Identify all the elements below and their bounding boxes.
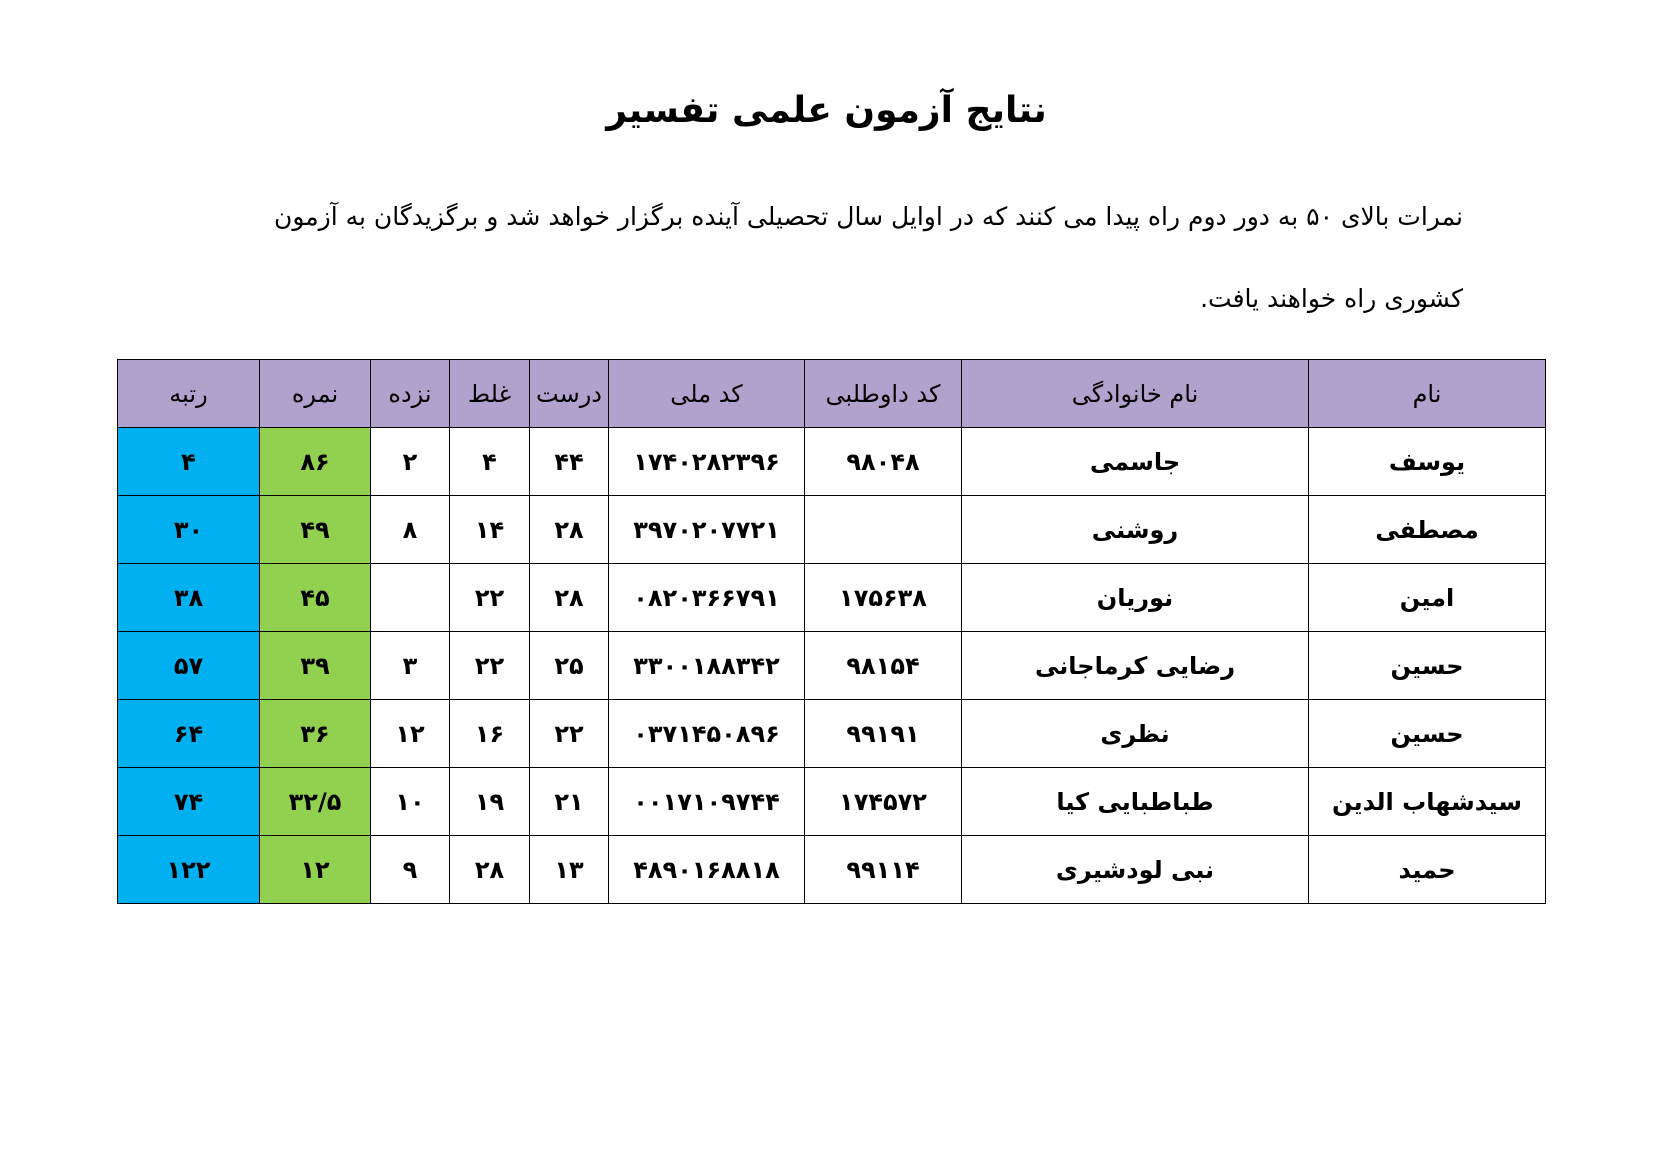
cell-family: نوریان [962, 564, 1309, 632]
cell-name: امین [1309, 564, 1546, 632]
cell-applicant-code [805, 496, 962, 564]
cell-family: روشنی [962, 496, 1309, 564]
table-row [118, 768, 1546, 836]
cell-wrong: ۱۴ [450, 496, 530, 564]
cell-score: ۴۹ [260, 496, 371, 564]
cell-correct: ۲۲ [530, 700, 609, 768]
cell-score: ۳۲/۵ [260, 768, 371, 836]
cell-blank: ۸ [371, 496, 450, 564]
cell-national-code: ۰۰۱۷۱۰۹۷۴۴ [609, 768, 805, 836]
cell-name: یوسف [1309, 428, 1546, 496]
cell-national-code: ۱۷۴۰۲۸۲۳۹۶ [609, 428, 805, 496]
cell-name: حسین [1309, 632, 1546, 700]
cell-score: ۴۵ [260, 564, 371, 632]
cell-score: ۳۹ [260, 632, 371, 700]
header-wrong: غلط [450, 360, 530, 428]
header-blank: نزده [371, 360, 450, 428]
cell-wrong: ۲۸ [450, 836, 530, 904]
intro-paragraph: نمرات بالای ۵۰ به دور دوم راه پیدا می کنند که در اوایل سال تحصیلی آینده برگزار خواهد شد و برگزیدگان به آزمون کشوری راه خواهند یافت. [273, 202, 1463, 313]
cell-national-code: ۳۹۷۰۲۰۷۷۲۱ [609, 496, 805, 564]
cell-rank: ۵۷ [118, 632, 260, 700]
cell-correct: ۱۳ [530, 836, 609, 904]
header-applicant-code: کد داوطلبی [805, 360, 962, 428]
table-row [118, 700, 1546, 768]
results-table [117, 359, 1546, 904]
cell-score: ۳۶ [260, 700, 371, 768]
cell-national-code: ۰۸۲۰۳۶۶۷۹۱ [609, 564, 805, 632]
table-row [118, 836, 1546, 904]
cell-national-code: ۰۳۷۱۴۵۰۸۹۶ [609, 700, 805, 768]
page-title: نتایج آزمون علمی تفسیر [606, 90, 1047, 131]
cell-rank: ۴ [118, 428, 260, 496]
cell-rank: ۶۴ [118, 700, 260, 768]
cell-blank: ۲ [371, 428, 450, 496]
cell-applicant-code: ۹۹۱۹۱ [805, 700, 962, 768]
cell-applicant-code: ۹۹۱۱۴ [805, 836, 962, 904]
cell-family: جاسمی [962, 428, 1309, 496]
cell-family: رضایی کرماجانی [962, 632, 1309, 700]
cell-blank: ۱۰ [371, 768, 450, 836]
cell-family: نظری [962, 700, 1309, 768]
cell-rank: ۳۸ [118, 564, 260, 632]
cell-blank [371, 564, 450, 632]
header-national-code: کد ملی [609, 360, 805, 428]
cell-name: سیدشهاب الدین [1309, 768, 1546, 836]
cell-wrong: ۲۲ [450, 564, 530, 632]
cell-rank: ۷۴ [118, 768, 260, 836]
table-row [118, 564, 1546, 632]
header-correct: درست [530, 360, 609, 428]
cell-applicant-code: ۹۸۰۴۸ [805, 428, 962, 496]
header-name: نام [1309, 360, 1546, 428]
cell-correct: ۲۸ [530, 496, 609, 564]
header-rank: رتبه [118, 360, 260, 428]
cell-family: نبی لودشیری [962, 836, 1309, 904]
cell-applicant-code: ۱۷۵۶۳۸ [805, 564, 962, 632]
cell-rank: ۱۲۲ [118, 836, 260, 904]
table-row [118, 632, 1546, 700]
table-row [118, 496, 1546, 564]
cell-blank: ۹ [371, 836, 450, 904]
cell-applicant-code: ۱۷۴۵۷۲ [805, 768, 962, 836]
cell-correct: ۴۴ [530, 428, 609, 496]
cell-national-code: ۳۳۰۰۱۸۸۳۴۲ [609, 632, 805, 700]
cell-correct: ۲۸ [530, 564, 609, 632]
cell-blank: ۱۲ [371, 700, 450, 768]
cell-correct: ۲۵ [530, 632, 609, 700]
cell-wrong: ۲۲ [450, 632, 530, 700]
table-header-row [118, 360, 1546, 428]
cell-wrong: ۱۹ [450, 768, 530, 836]
cell-name: حسین [1309, 700, 1546, 768]
cell-wrong: ۴ [450, 428, 530, 496]
cell-national-code: ۴۸۹۰۱۶۸۸۱۸ [609, 836, 805, 904]
cell-name: حمید [1309, 836, 1546, 904]
cell-wrong: ۱۶ [450, 700, 530, 768]
cell-applicant-code: ۹۸۱۵۴ [805, 632, 962, 700]
cell-family: طباطبایی کیا [962, 768, 1309, 836]
cell-name: مصطفی [1309, 496, 1546, 564]
cell-score: ۸۶ [260, 428, 371, 496]
table-row [118, 428, 1546, 496]
cell-blank: ۳ [371, 632, 450, 700]
cell-score: ۱۲ [260, 836, 371, 904]
header-family: نام خانوادگی [962, 360, 1309, 428]
header-score: نمره [260, 360, 371, 428]
cell-rank: ۳۰ [118, 496, 260, 564]
cell-correct: ۲۱ [530, 768, 609, 836]
